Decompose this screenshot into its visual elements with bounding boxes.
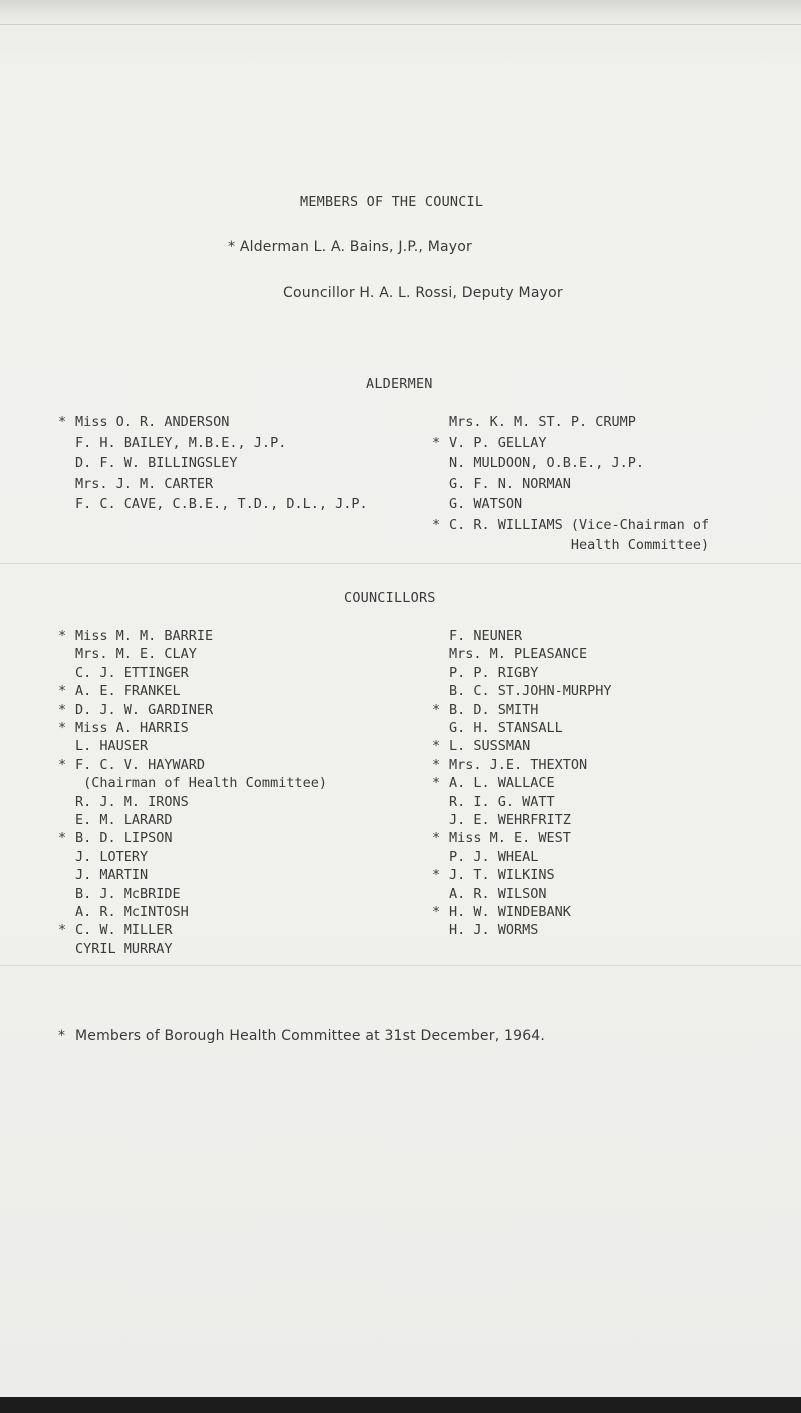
member-name: J. E. WEHRFRITZ (449, 812, 571, 828)
committee-star-marker: * (58, 414, 67, 430)
member-name: P. P. RIGBY (449, 664, 539, 681)
fold-line (0, 563, 801, 564)
member-name: B. D. LIPSON (75, 830, 173, 847)
member-name: Miss A. HARRIS (75, 720, 189, 736)
member-name: V. P. GELLAY (449, 434, 547, 451)
member-name: E. M. LARARD (75, 812, 173, 828)
member-name: C. W. MILLER (75, 922, 173, 939)
committee-star-marker: * (432, 775, 441, 792)
member-name: P. J. WHEAL (449, 848, 539, 865)
committee-star-marker: * (58, 720, 67, 736)
committee-star-marker: * (58, 683, 67, 700)
member-name: Mrs. J. M. CARTER (75, 475, 214, 492)
member-name: A. R. WILSON (449, 885, 547, 902)
committee-star-marker: * (432, 867, 441, 884)
member-name: H. W. WINDEBANK (449, 904, 571, 920)
member-name: Health Committee) (449, 537, 710, 553)
member-name: F. C. CAVE, C.B.E., T.D., D.L., J.P. (75, 496, 368, 512)
committee-star-marker: * (58, 922, 67, 939)
member-name: H. J. WORMS (449, 922, 539, 939)
deputy-mayor-line: Councillor H. A. L. Rossi, Deputy Mayor (283, 285, 563, 301)
page-bottom-edge (0, 1397, 801, 1413)
aldermen-heading: ALDERMEN (366, 376, 433, 392)
document-title: MEMBERS OF THE COUNCIL (300, 194, 484, 210)
committee-star-marker: * (58, 701, 67, 718)
mayor-line: * Alderman L. A. Bains, J.P., Mayor (228, 239, 472, 255)
member-name: B. C. ST.JOHN-MURPHY (449, 683, 612, 700)
member-name: Mrs. M. E. CLAY (75, 646, 197, 663)
committee-star-marker: * (432, 904, 441, 920)
member-name: Miss O. R. ANDERSON (75, 414, 230, 430)
councillors-heading: COUNCILLORS (344, 590, 436, 606)
committee-star-marker: * (432, 434, 441, 451)
member-name: L. HAUSER (75, 738, 149, 755)
fold-line (0, 965, 801, 966)
member-name: Mrs. K. M. ST. P. CRUMP (449, 414, 636, 430)
member-name: J. MARTIN (75, 867, 149, 884)
member-name: N. MULDOON, O.B.E., J.P. (449, 455, 645, 471)
committee-star-marker: * (58, 628, 67, 644)
member-name: G. H. STANSALL (449, 720, 563, 736)
member-name: C. R. WILLIAMS (Vice-Chairman of (449, 516, 710, 533)
committee-star-marker: * (58, 756, 67, 773)
footnote-text: Members of Borough Health Committee at 31st December, 1964. (75, 1028, 546, 1044)
member-name: Miss M. M. BARRIE (75, 628, 214, 644)
member-name: D. F. W. BILLINGSLEY (75, 455, 238, 471)
committee-star-marker: * (432, 701, 441, 718)
member-name: G. F. N. NORMAN (449, 475, 571, 492)
member-name: G. WATSON (449, 496, 523, 512)
member-name: F. C. V. HAYWARD (75, 756, 206, 773)
member-name: C. J. ETTINGER (75, 664, 189, 681)
committee-star-marker: * (58, 830, 67, 847)
member-name: A. L. WALLACE (449, 775, 555, 792)
page-top-edge (0, 0, 801, 25)
member-name: J. T. WILKINS (449, 867, 555, 884)
member-name: F. NEUNER (449, 628, 523, 644)
footnote-star: * (58, 1028, 66, 1044)
member-name: A. R. McINTOSH (75, 904, 189, 920)
member-name: A. E. FRANKEL (75, 683, 181, 700)
committee-star-marker: * (432, 738, 441, 755)
member-name: B. D. SMITH (449, 701, 539, 718)
member-name: CYRIL MURRAY (75, 940, 173, 957)
member-name: J. LOTERY (75, 848, 149, 865)
member-name: Mrs. J.E. THEXTON (449, 756, 588, 773)
member-name: Miss M. E. WEST (449, 830, 571, 847)
member-name: L. SUSSMAN (449, 738, 531, 755)
member-name: D. J. W. GARDINER (75, 701, 214, 718)
member-name: R. J. M. IRONS (75, 793, 189, 810)
member-name: R. I. G. WATT (449, 793, 555, 810)
member-name: Mrs. M. PLEASANCE (449, 646, 588, 663)
member-name: B. J. McBRIDE (75, 885, 181, 902)
member-name: F. H. BAILEY, M.B.E., J.P. (75, 434, 287, 451)
committee-star-marker: * (432, 516, 441, 533)
committee-star-marker: * (432, 756, 441, 773)
committee-star-marker: * (432, 830, 441, 847)
member-name: (Chairman of Health Committee) (75, 775, 327, 792)
